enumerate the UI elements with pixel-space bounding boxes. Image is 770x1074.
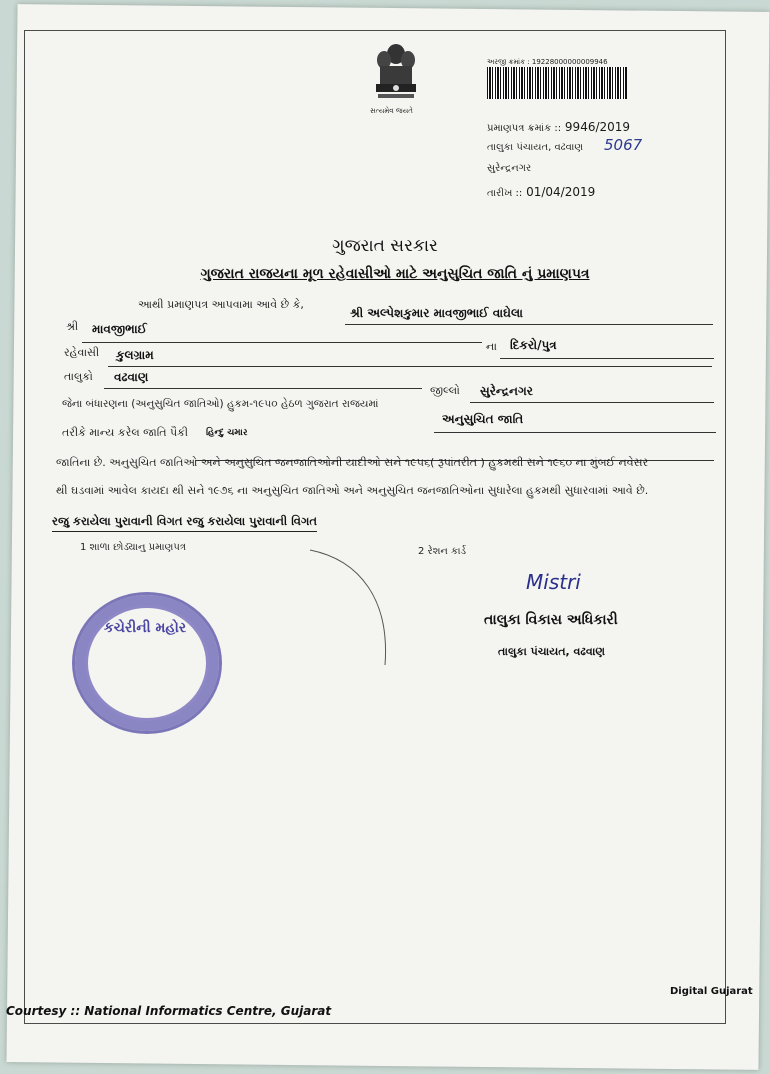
emblem-motto: સત્યમેવ જયતે — [370, 107, 413, 115]
father-name-line — [82, 342, 482, 343]
resident-label: રહેવાસી — [64, 346, 100, 359]
district-line — [470, 402, 714, 403]
signatory-office: તાલુકા પંચાયત, વઢવાણ — [498, 645, 605, 658]
issue-date-row — [487, 185, 595, 199]
handwritten-number: 5067 — [604, 136, 643, 154]
district-label: જીલ્લો — [430, 384, 460, 397]
office-seal — [72, 592, 222, 734]
application-number: અરજી ક્રમાંક : 19228000000009946 — [487, 58, 608, 66]
footer-courtesy: Courtesy :: National Informatics Centre, Gujarat — [6, 1004, 332, 1018]
certificate-title: ગુજરાત રાજયના મૂળ રહેવાસીઓ માટે અનુસુચિત જાતિ નું પ્રમાણપત્ર — [200, 266, 590, 282]
certificate-number: 9946/2019 — [564, 120, 631, 134]
government-title: ગુજરાત સરકાર — [332, 236, 438, 256]
category: અનુસુચિત જાતિ — [442, 412, 524, 426]
father-name: માવજીભાઈ — [92, 322, 147, 336]
seal-label: કચેરીની મહોર — [103, 620, 187, 636]
father-prefix: શ્રી — [66, 320, 79, 333]
barcode — [487, 67, 627, 99]
issue-date: 01/04/2019 — [526, 185, 596, 199]
taluka-line — [104, 388, 422, 389]
taluka-label: તાલુકો — [64, 370, 93, 383]
evidence-item-2: 2 રેશન કાર્ડ — [418, 546, 467, 557]
legal-line-2: થી ઘડવામાં આવેલ કાયદા થી સને ૧૯૭૬ ના અનુસુચિત જાતિઓ અને અનુસુચિત જનજાતિઓના સુધારેલા હુકમથી સુધારવામાં આવે છે. — [56, 484, 649, 497]
evidence-heading: રજુ કરાયેલા પુરાવાની વિગત રજુ કરાયેલા પુરાવાની વિગત — [52, 514, 317, 532]
relation-label: ના — [486, 340, 497, 353]
relation-value: દિકરો/પુત્ર — [510, 338, 557, 352]
caste-label: તરીકે માન્ય કરેલ જાતિ પૈકી — [62, 426, 189, 439]
village: કુલગ્રામ — [116, 348, 154, 362]
certificate-number-row — [487, 120, 630, 134]
taluka: વઢવાણ — [114, 370, 149, 384]
issue-date-label: તારીખ :: — [487, 188, 523, 199]
footer-brand: Digital Gujarat — [670, 986, 753, 997]
paper-crease — [300, 540, 400, 670]
holder-name: શ્રી અલ્પેશકુમાર માવજીભાઈ વાઘેલા — [350, 306, 523, 320]
caste: હિન્દુ ચમાર — [206, 428, 248, 438]
category-line — [434, 432, 716, 433]
intro-text: આથી પ્રમાણપત્ર આપવામા આવે છે કે, — [138, 298, 304, 311]
legal-paragraph — [56, 452, 746, 502]
office-name: તાલુકા પંચાયત, વઢવાણ — [487, 142, 584, 153]
village-line — [108, 366, 712, 367]
handwritten-signature: Mistri — [526, 570, 581, 594]
evidence-item-1: 1 શાળા છોડ્યાનુ પ્રમાણપત્ર — [80, 542, 186, 553]
relation-line — [500, 358, 714, 359]
legal-line-1: જાતિના છે. અનુસુચિત જાતિઓ અને અનુસુચિત જનજાતિઓની યાદીઓ સને ૧૯૫૬( રૂપાંતરીત ) હુકમથી સને ૧૯૬૦ ના મુંબઈ નવેસર — [56, 456, 649, 469]
certificate-number-label: પ્રમાણપત્ર ક્રમાંક :: — [487, 123, 562, 134]
order-text: જેના બંધારણના (અનુસુચિત જાતિઓ) હુકમ-૧૯૫૦ હેઠળ ગુજરાત રાજયમાં — [62, 398, 379, 410]
district: સુરેન્દ્રનગર — [480, 384, 533, 398]
header-district: સુરેન્દ્રનગર — [487, 163, 532, 174]
holder-name-line — [345, 324, 713, 325]
signatory-title: તાલુકા વિકાસ અધિકારી — [484, 612, 618, 628]
